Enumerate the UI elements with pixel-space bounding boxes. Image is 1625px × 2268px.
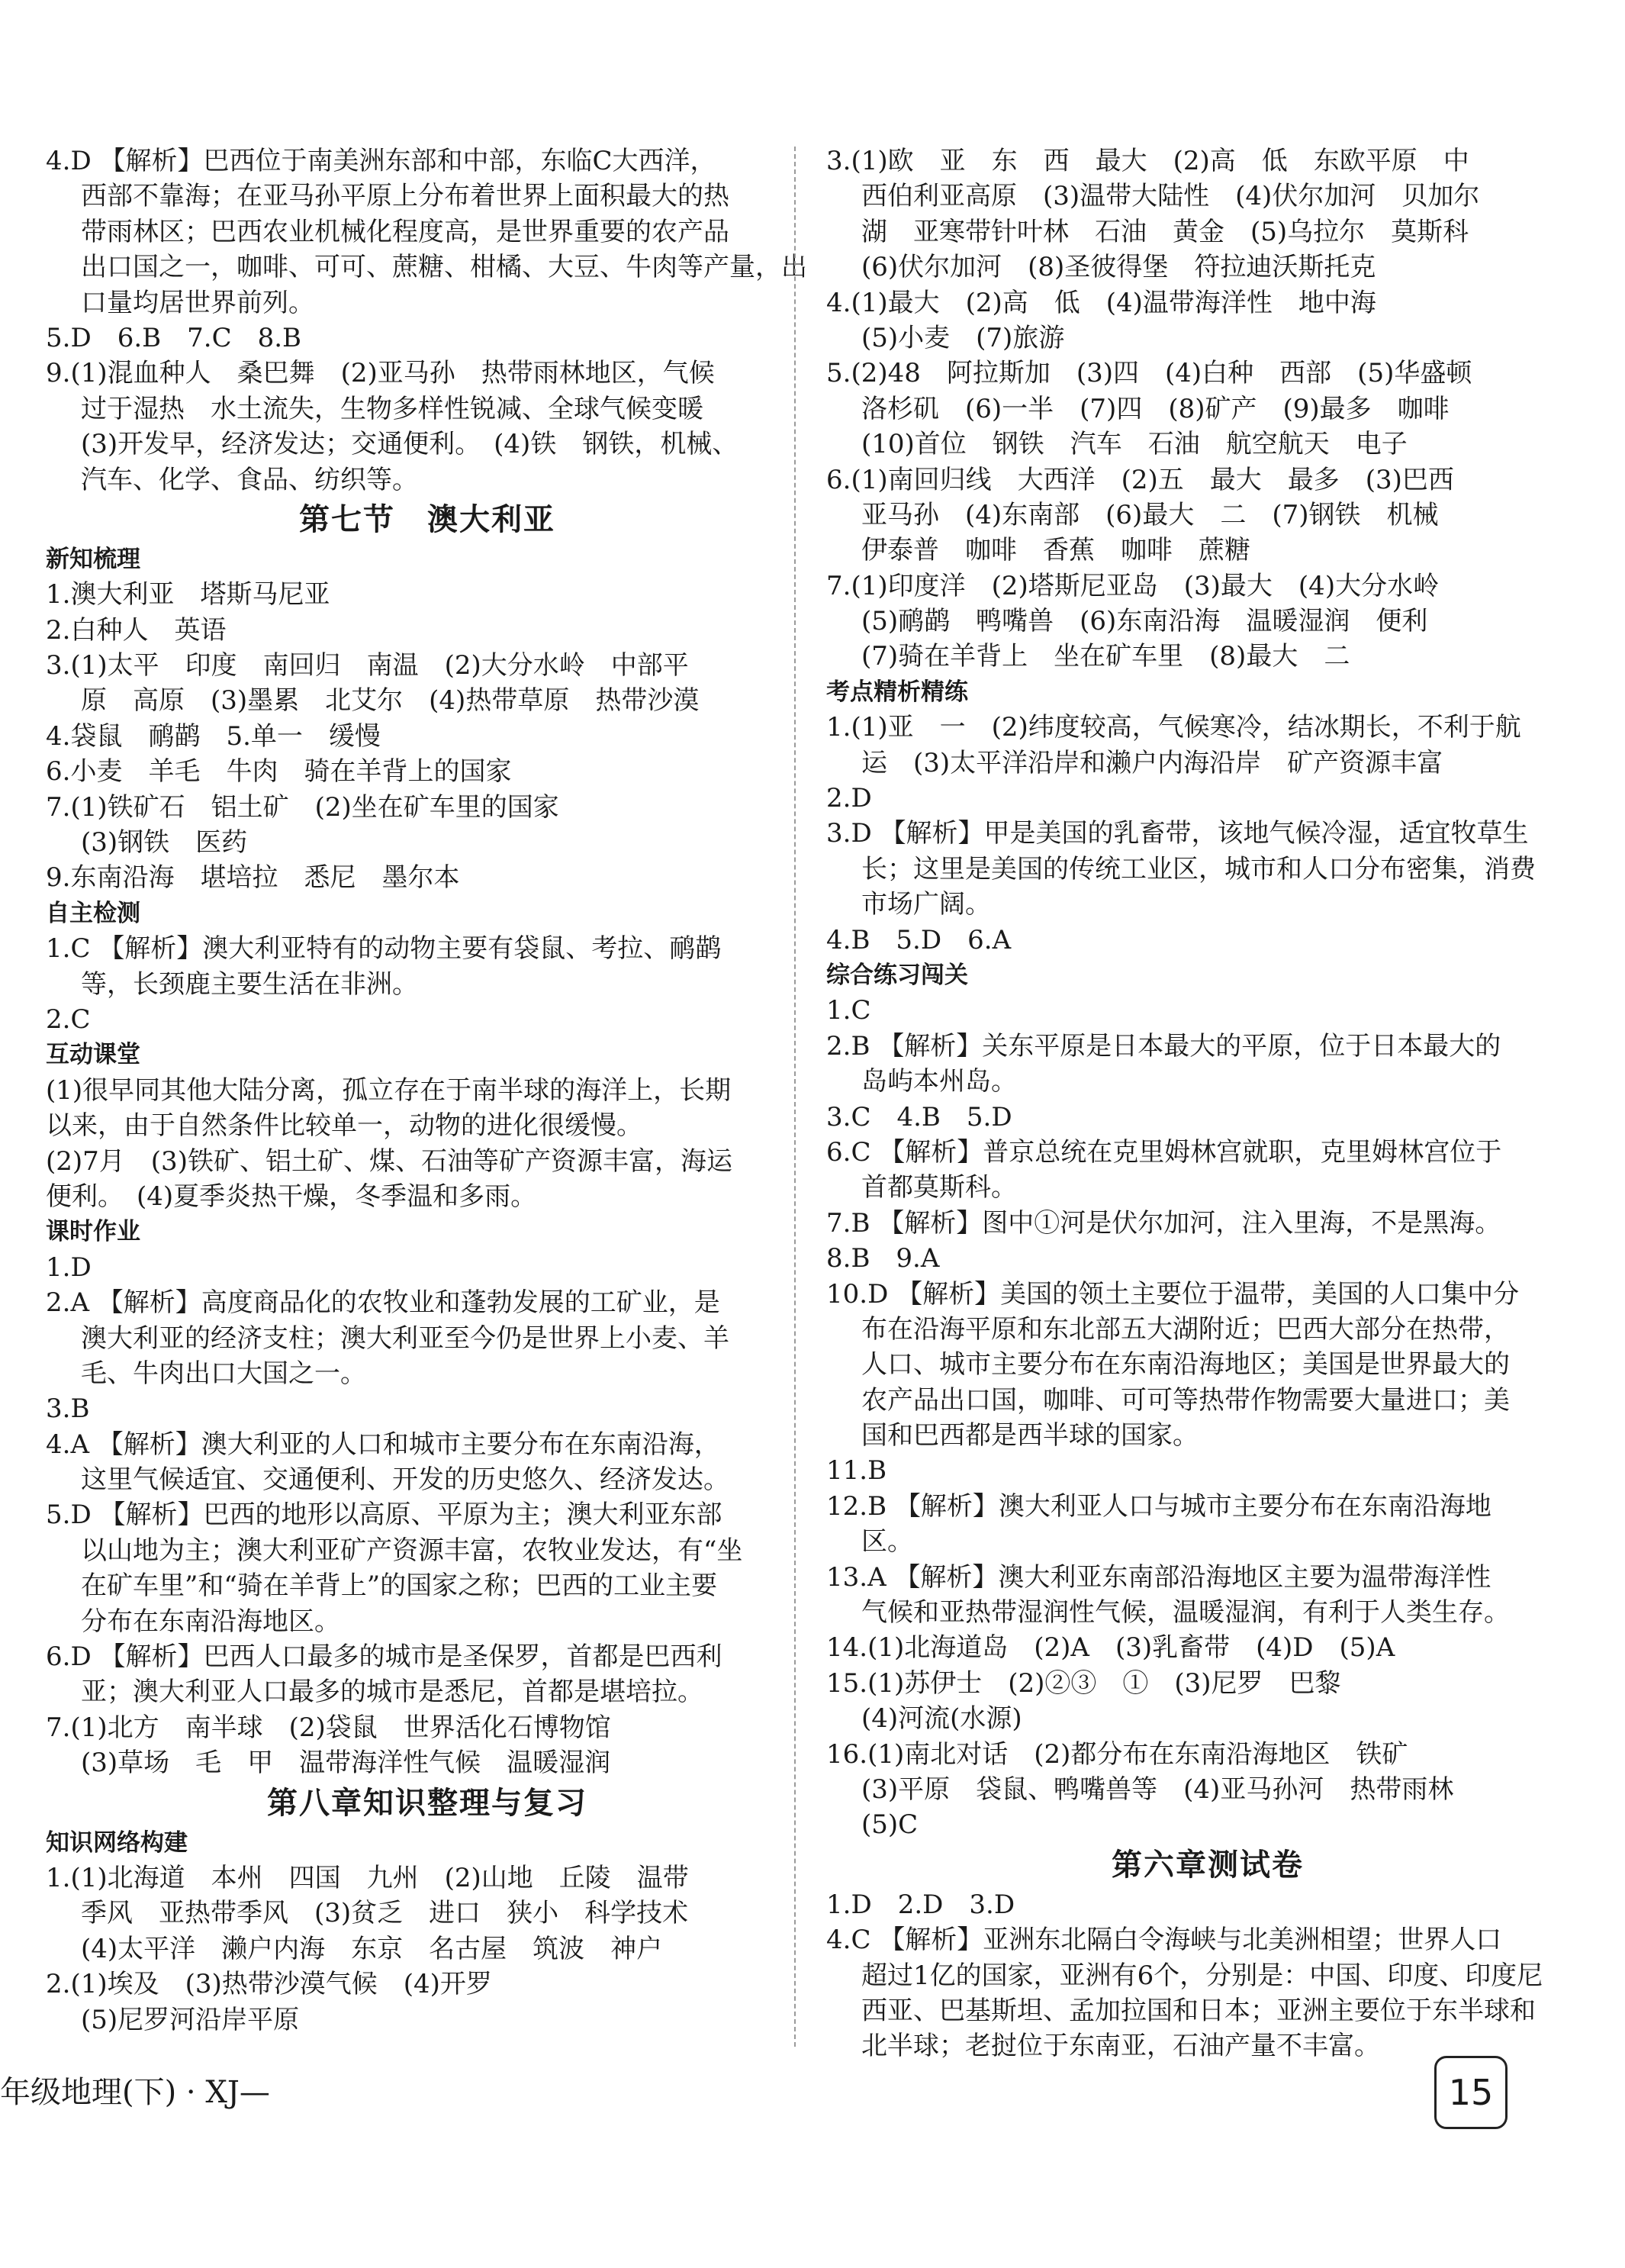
answer-line: 原 高原 (3)墨累 北艾尔 (4)热带草原 热带沙漠 xyxy=(81,685,700,717)
answer-line: 国和巴西都是西半球的国家。 xyxy=(861,1420,1199,1451)
answer-line: (5)C xyxy=(861,1809,919,1841)
answer-line: 市场广阔。 xyxy=(861,889,991,920)
answer-line: 3.C 4.B 5.D xyxy=(826,1101,1012,1132)
page-number: 15 xyxy=(1434,2056,1508,2129)
answer-line: (6)伏尔加河 (8)圣彼得堡 符拉迪沃斯托克 xyxy=(861,252,1376,283)
subsection-heading: 新知梳理 xyxy=(46,545,140,573)
answer-line: 1.C xyxy=(826,995,871,1026)
answer-line: 3.D 【解析】甲是美国的乳畜带，该地气候冷湿，适宜牧草生 xyxy=(826,818,1529,849)
answer-line: 超过1亿的国家，亚洲有6个，分别是：中国、印度、印度尼 xyxy=(861,1960,1543,1991)
answer-line: 以来，由于自然条件比较单一，动物的进化很缓慢。 xyxy=(46,1110,642,1142)
section-heading: 第六章测试卷 xyxy=(1112,1846,1304,1883)
answer-line: 北半球；老挝位于东南亚，石油产量不丰富。 xyxy=(861,2031,1380,2062)
answer-line: 毛、牛肉出口大国之一。 xyxy=(81,1358,366,1389)
answer-line: (5)尼罗河沿岸平原 xyxy=(81,2004,300,2035)
answer-line: (4)河流(水源) xyxy=(861,1703,1022,1735)
answer-line: 14.(1)北海道岛 (2)A (3)乳畜带 (4)D (5)A xyxy=(826,1632,1395,1664)
answer-line: 过于湿热 水土流失，生物多样性锐减、全球气候变暖 xyxy=(81,393,703,424)
answer-line: 6.C 【解析】普京总统在克里姆林宫就职，克里姆林宫位于 xyxy=(826,1136,1502,1168)
answer-line: 这里气候适宜、交通便利、开发的历史悠久、经济发达。 xyxy=(81,1464,729,1496)
answer-line: 13.A 【解析】澳大利亚东南部沿海地区主要为温带海洋性 xyxy=(826,1561,1491,1593)
answer-line: 7.(1)北方 南半球 (2)袋鼠 世界活化石博物馆 xyxy=(46,1712,611,1743)
answer-line: 澳大利亚的经济支柱；澳大利亚至今仍是世界上小麦、羊 xyxy=(81,1322,729,1354)
answer-line: (4)太平洋 濑户内海 东京 名古屋 筑波 神户 xyxy=(81,1933,663,1964)
answer-line: 区。 xyxy=(861,1526,913,1558)
answer-line: 2.D xyxy=(826,783,872,814)
answer-line: 1.C 【解析】澳大利亚特有的动物主要有袋鼠、考拉、鸸鹋 xyxy=(46,933,722,965)
answer-line: 气候和亚热带湿润性气候，温暖湿润，有利于人类生存。 xyxy=(861,1597,1510,1629)
answer-line: 1.(1)亚 一 (2)纬度较高，气候寒冷，结冰期长，不利于航 xyxy=(826,712,1521,743)
answer-line: 12.B 【解析】澳大利亚人口与城市主要分布在东南沿海地 xyxy=(826,1490,1491,1522)
answer-line: 9.东南沿海 堪培拉 悉尼 墨尔本 xyxy=(46,862,460,894)
answer-line: 3.(1)欧 亚 东 西 最大 (2)高 低 东欧平原 中 xyxy=(826,146,1469,176)
left-column xyxy=(46,143,809,2038)
answer-line: 带雨林区；巴西农业机械化程度高，是世界重要的农产品 xyxy=(81,216,729,247)
answer-line: 农产品出口国，咖啡、可可等热带作物需要大量进口；美 xyxy=(861,1384,1510,1416)
answer-line: (3)平原 袋鼠、鸭嘴兽等 (4)亚马孙河 热带雨林 xyxy=(861,1773,1454,1805)
answer-line: 1.D xyxy=(46,1252,92,1283)
answer-line: 1.澳大利亚 塔斯马尼亚 xyxy=(46,579,330,610)
answer-line: 汽车、化学、食品、纺织等。 xyxy=(81,464,418,495)
answer-line: 2.C xyxy=(46,1004,91,1035)
answer-line: 4.(1)最大 (2)高 低 (4)温带海洋性 地中海 xyxy=(826,287,1376,318)
answer-line: 4.D 【解析】巴西位于南美洲东部和中部，东临C大西洋， xyxy=(46,146,716,176)
answer-line: 4.C 【解析】亚洲东北隔白令海峡与北美洲相望；世界人口 xyxy=(826,1925,1502,1956)
right-column xyxy=(826,143,1589,2064)
answer-line: 4.袋鼠 鸸鹋 5.单一 缓慢 xyxy=(46,720,381,752)
answer-line: 亚马孙 (4)东南部 (6)最大 二 (7)钢铁 机械 xyxy=(861,499,1439,530)
answer-line: 5.D 【解析】巴西的地形以高原、平原为主；澳大利亚东部 xyxy=(46,1500,722,1531)
answer-line: 7.B 【解析】图中①河是伏尔加河，注入里海，不是黑海。 xyxy=(826,1207,1501,1239)
answer-line: (3)开发早，经济发达；交通便利。 (4)铁 钢铁，机械、 xyxy=(81,429,738,460)
subsection-heading: 互动课堂 xyxy=(46,1041,140,1069)
subsection-heading: 知识网络构建 xyxy=(46,1828,188,1857)
answer-line: 15.(1)苏伊士 (2)②③ ① (3)尼罗 巴黎 xyxy=(826,1667,1341,1699)
answer-line: (3)草场 毛 甲 温带海洋性气候 温暖湿润 xyxy=(81,1748,611,1779)
answer-line: (5)鸸鹋 鸭嘴兽 (6)东南沿海 温暖湿润 便利 xyxy=(861,606,1428,637)
answer-line: 西亚、巴基斯坦、孟加拉国和日本；亚洲主要位于东半球和 xyxy=(861,1995,1536,2026)
answer-line: 以山地为主；澳大利亚矿产资源丰富，农牧业发达，有“坐 xyxy=(81,1535,743,1566)
answer-line: (10)首位 钢铁 汽车 石油 航空航天 电子 xyxy=(861,429,1408,460)
answer-line: 6.D 【解析】巴西人口最多的城市是圣保罗，首都是巴西利 xyxy=(46,1641,722,1673)
section-heading: 第八章知识整理与复习 xyxy=(267,1784,587,1821)
footer-book-title: 年级地理(下) · XJ— xyxy=(0,2075,270,2110)
answer-line: 长；这里是美国的传统工业区，城市和人口分布密集，消费 xyxy=(861,853,1536,884)
answer-line: 2.(1)埃及 (3)热带沙漠气候 (4)开罗 xyxy=(46,1969,492,2000)
answer-line: 8.B 9.A xyxy=(826,1243,940,1274)
answer-line: 3.(1)太平 印度 南回归 南温 (2)大分水岭 中部平 xyxy=(46,650,689,681)
answer-line: 运 (3)太平洋沿岸和濑户内海沿岸 矿产资源丰富 xyxy=(861,747,1443,778)
answer-line: 6.(1)南回归线 大西洋 (2)五 最大 最多 (3)巴西 xyxy=(826,464,1454,495)
answer-line: 西伯利亚高原 (3)温带大陆性 (4)伏尔加河 贝加尔 xyxy=(861,181,1480,212)
answer-line: 7.(1)印度洋 (2)塔斯尼亚岛 (3)最大 (4)大分水岭 xyxy=(826,570,1440,601)
answer-line: 5.(2)48 阿拉斯加 (3)四 (4)白种 西部 (5)华盛顿 xyxy=(826,358,1472,389)
answer-line: 11.B xyxy=(826,1455,887,1487)
answer-line: 人口、城市主要分布在东南沿海地区；美国是世界最大的 xyxy=(861,1349,1510,1380)
answer-line: 便利。 (4)夏季炎热干燥，冬季温和多雨。 xyxy=(46,1181,537,1212)
answer-line: 洛杉矶 (6)一半 (7)四 (8)矿产 (9)最多 咖啡 xyxy=(861,393,1450,424)
answer-line: 亚；澳大利亚人口最多的城市是悉尼，首都是堪培拉。 xyxy=(81,1677,703,1708)
answer-line: 2.A 【解析】高度商品化的农牧业和蓬勃发展的工矿业，是 xyxy=(46,1287,720,1319)
answer-line: 10.D 【解析】美国的领土主要位于温带，美国的人口集中分 xyxy=(826,1278,1520,1310)
answer-line: 口量均居世界前列。 xyxy=(81,287,314,318)
answer-line: 7.(1)铁矿石 铝土矿 (2)坐在矿车里的国家 xyxy=(46,791,559,823)
answer-line: 9.(1)混血种人 桑巴舞 (2)亚马孙 热带雨林地区，气候 xyxy=(46,358,715,389)
answer-line: 2.白种人 英语 xyxy=(46,614,227,646)
section-heading: 第七节 澳大利亚 xyxy=(299,501,555,537)
answer-line: 首都莫斯科。 xyxy=(861,1172,1017,1203)
answer-line: 季风 亚热带季风 (3)贫乏 进口 狭小 科学技术 xyxy=(81,1898,689,1929)
answer-line: 3.B xyxy=(46,1393,90,1425)
answer-line: 16.(1)南北对话 (2)都分布在东南沿海地区 铁矿 xyxy=(826,1738,1408,1770)
answer-line: 出口国之一，咖啡、可可、蔗糖、柑橘、大豆、牛肉等产量，出 xyxy=(81,252,807,283)
answer-line: 2.B 【解析】关东平原是日本最大的平原，位于日本最大的 xyxy=(826,1030,1501,1062)
subsection-heading: 综合练习闯关 xyxy=(826,961,968,989)
answer-line: 分布在东南沿海地区。 xyxy=(81,1606,340,1637)
answer-line: 岛屿本州岛。 xyxy=(861,1066,1017,1097)
answer-line: 6.小麦 羊毛 牛肉 骑在羊背上的国家 xyxy=(46,756,512,788)
answer-line: 1.(1)北海道 本州 四国 九州 (2)山地 丘陵 温带 xyxy=(46,1862,689,1893)
answer-line: 伊泰普 咖啡 香蕉 咖啡 蔗糖 xyxy=(861,535,1250,566)
answer-line: (5)小麦 (7)旅游 xyxy=(861,322,1065,353)
answer-line: 湖 亚寒带针叶林 石油 黄金 (5)乌拉尔 莫斯科 xyxy=(861,216,1469,247)
answer-line: (2)7月 (3)铁矿、铝土矿、煤、石油等矿产资源丰富，海运 xyxy=(46,1145,732,1177)
answer-line: (3)钢铁 医药 xyxy=(81,827,248,859)
subsection-heading: 自主检测 xyxy=(46,899,140,927)
answer-line: 西部不靠海；在亚马孙平原上分布着世界上面积最大的热 xyxy=(81,181,729,212)
subsection-heading: 课时作业 xyxy=(46,1218,140,1246)
answer-line: (7)骑在羊背上 坐在矿车里 (8)最大 二 xyxy=(861,641,1350,672)
answer-line: 4.A 【解析】澳大利亚的人口和城市主要分布在东南沿海， xyxy=(46,1429,720,1460)
answer-line: 5.D 6.B 7.C 8.B xyxy=(46,322,302,353)
answer-line: 1.D 2.D 3.D xyxy=(826,1889,1015,1920)
answer-line: 等，长颈鹿主要生活在非洲。 xyxy=(81,968,418,1000)
subsection-heading: 考点精析精练 xyxy=(826,678,968,706)
answer-line: 4.B 5.D 6.A xyxy=(826,924,1012,955)
answer-line: (1)很早同其他大陆分离，孤立存在于南半球的海洋上，长期 xyxy=(46,1074,732,1106)
column-divider xyxy=(794,147,796,2047)
answer-line: 在矿车里”和“骑在羊背上”的国家之称；巴西的工业主要 xyxy=(81,1571,718,1602)
answer-line: 布在沿海平原和东北部五大湖附近；巴西大部分在热带， xyxy=(861,1313,1510,1345)
